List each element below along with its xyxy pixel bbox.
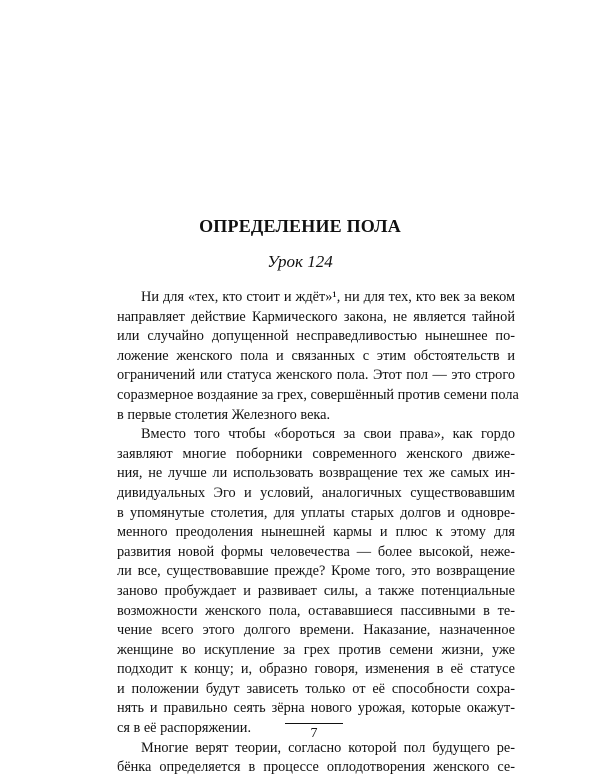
text-line: и положении будут зависеть только от её способности сохра- [117, 680, 515, 697]
text-line: ся в её распоряжении. [117, 720, 252, 737]
body-text [117, 288, 519, 778]
text-line: подходит к концу; и, образно говоря, изменения в её статусе [117, 661, 515, 678]
text-line: развития новой формы человечества — более высокой, неже- [117, 543, 515, 560]
lesson-subtitle: Урок 124 [267, 252, 333, 271]
text-line: заново пробуждает и развивает силы, а также потенциальные [117, 582, 515, 599]
footer-rule [285, 723, 343, 724]
text-line: в первые столетия Железного века. [117, 406, 331, 423]
text-line: направляет действие Кармического закона, не является тайной [117, 308, 515, 325]
text-line: бёнка определяется в процессе оплодотворения женского се- [117, 759, 515, 776]
text-line: возможности женского пола, остававшиеся пассивными в те- [117, 602, 515, 619]
text-line: заявляют многие поборники современного женского движе- [117, 445, 515, 462]
text-line: Ни для «тех, кто стоит и ждёт»¹, ни для тех, кто век за веком [141, 289, 515, 305]
text-line: нять и правильно сеять зёрна нового урожая, которые окажут- [117, 700, 515, 717]
text-line: ли все, существовавшие прежде? Кроме того, это возвращение [117, 563, 515, 580]
text-line: дивидуальных Эго и условий, аналогичных существовавшим [117, 484, 515, 501]
text-line: Многие верят теории, согласно которой пол будущего ре- [141, 739, 515, 756]
text-line: ложение женского пола и связанных с этим обстоятельств и [117, 347, 515, 364]
text-line: в упомянутые столетия, для уплаты старых долгов и одновре- [117, 504, 515, 521]
chapter-title: ОПРЕДЕЛЕНИЕ ПОЛА [199, 216, 401, 236]
text-line: ния, не лучше ли использовать возвращение тех же самых ин- [117, 465, 515, 482]
text-line: или случайно допущенной несправедливостью нынешнее по- [117, 328, 515, 345]
text-line: менного преодоления нынешней кармы и плюс к этому для [117, 524, 515, 541]
text-line: Вместо того чтобы «бороться за свои права», как гордо [141, 426, 515, 443]
page-number: 7 [310, 726, 318, 741]
text-line: чение всего этого долгого времени. Наказание, назначенное [117, 622, 515, 639]
text-line: ограничений или статуса женского пола. Этот пол — это строго [117, 367, 515, 384]
text-line: женщине во искупление за грех против семени жизни, уже [117, 641, 515, 658]
text-line: соразмерное воздаяние за грех, совершённый против семени пола [117, 386, 519, 403]
